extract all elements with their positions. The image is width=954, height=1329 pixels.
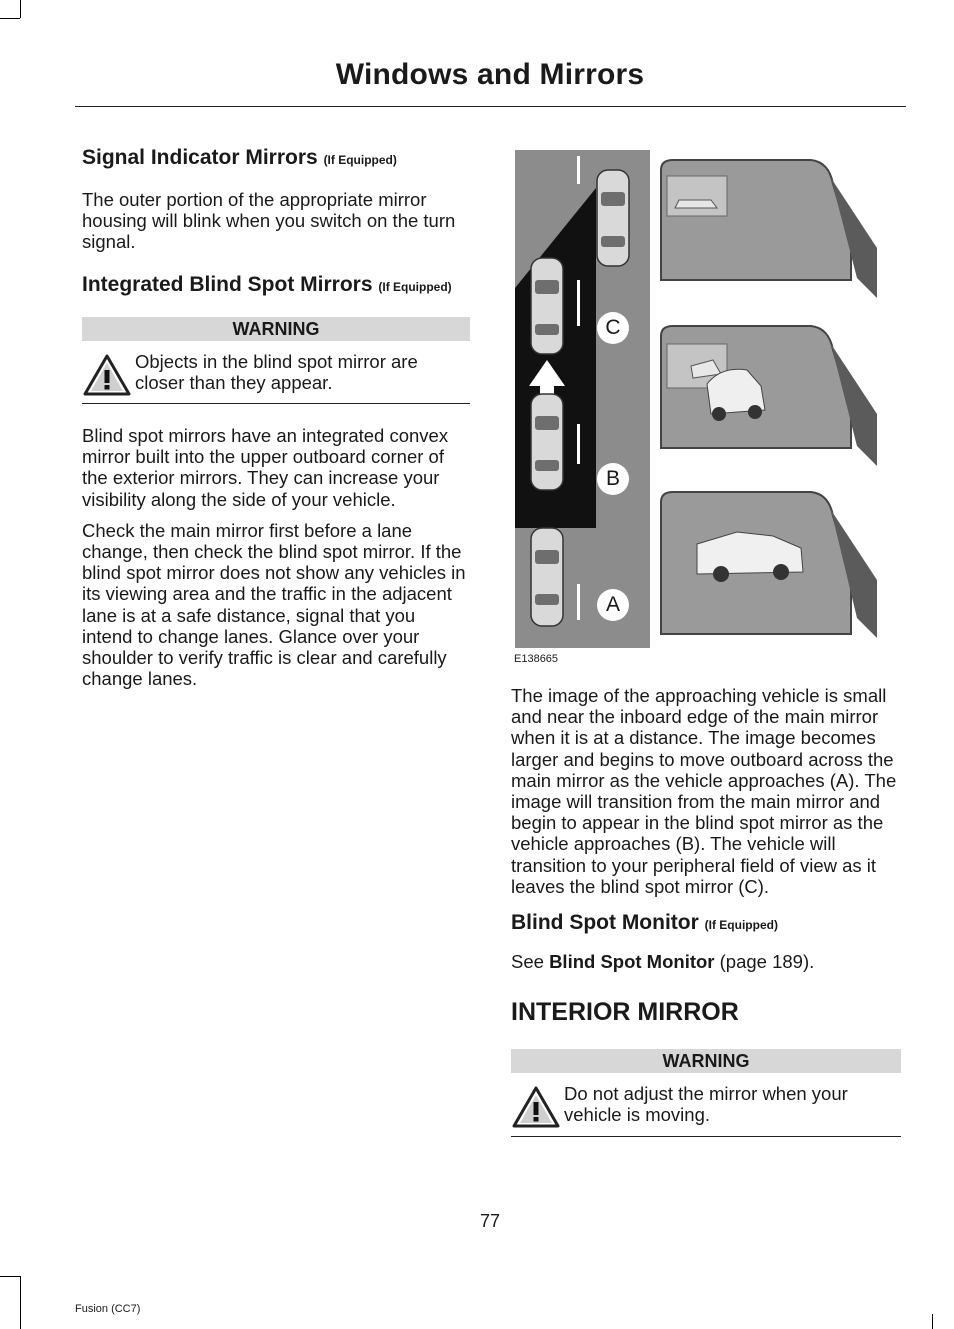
warning-body-2	[511, 1073, 901, 1136]
warning-text: Objects in the blind spot mirror are closer than they appear.	[135, 350, 418, 393]
warning-label-2: WARNING	[511, 1049, 901, 1073]
blind-heading-note: (If Equipped)	[378, 279, 452, 294]
blind-spot-monitor-link[interactable]: Blind Spot Monitor	[549, 951, 715, 973]
interior-mirror-heading: INTERIOR MIRROR	[511, 998, 739, 1027]
monitor-heading-text: Blind Spot Monitor	[511, 911, 699, 935]
see-reference	[511, 951, 901, 972]
title-divider	[75, 106, 906, 107]
label-b: B	[597, 463, 629, 495]
lane-change-instructions: Check the main mirror first before a lane change, then check the blind spot mirror. If the blind spot mirror does not show any vehicles in its viewing area and the traffic in the adjacent lane is at a safe distance, signal that you intend to change lanes. Glance over your shoulder to verify traffic is clear and carefully change lanes.	[82, 519, 466, 690]
signal-heading-note: (If Equipped)	[323, 153, 397, 167]
page-title: Windows and Mirrors	[335, 58, 645, 91]
warning-body	[82, 341, 470, 404]
warning-triangle-icon	[511, 1085, 561, 1129]
warning-box	[82, 317, 470, 404]
warning-text-2: Do not adjust the mirror when your vehicle is moving.	[564, 1083, 848, 1126]
approaching-vehicle-text: The image of the approaching vehicle is small and near the inboard edge of the main mirror when it is at a distance. The image becomes larger and begins to move outboard across the main mirror as the vehicle approaches (A). The image will transition from the main mirror and begin to appear in the blind spot mirror as the vehicle approaches (B). The vehicle will transition to your peripheral field of view as it leaves the blind spot mirror (C).	[511, 685, 897, 897]
footer-model: Fusion (CC7)	[75, 1303, 141, 1315]
monitor-heading-note: (If Equipped)	[704, 918, 778, 933]
crop-mark	[20, 1276, 21, 1329]
see-suffix: (page 189).	[719, 951, 815, 973]
blind-spot-mirrors-heading	[82, 271, 470, 301]
warning-box-2	[511, 1049, 901, 1136]
crop-mark	[932, 1314, 933, 1329]
crop-mark	[0, 18, 20, 19]
warning-triangle-icon	[82, 353, 132, 397]
right-column	[511, 148, 901, 1137]
crop-mark	[20, 0, 21, 18]
label-a: A	[597, 589, 629, 621]
blind-spot-illustration	[511, 148, 897, 648]
figure-id: E138665	[514, 653, 559, 665]
blind-spot-monitor-heading	[511, 909, 901, 939]
page-number: 77	[479, 1211, 501, 1231]
warning-label: WARNING	[82, 317, 470, 341]
see-prefix: See	[511, 951, 544, 973]
left-column	[82, 140, 470, 689]
signal-indicator-heading	[82, 144, 470, 174]
signal-indicator-text: The outer portion of the appropriate mirror housing will blink when you switch on the turn signal.	[82, 189, 456, 253]
label-c: C	[597, 312, 629, 344]
blind-spot-description: Blind spot mirrors have an integrated convex mirror built into the upper outboard corner of the exterior mirrors. They can increase your visibility along the side of your vehicle.	[82, 425, 449, 510]
blind-spot-figure	[511, 148, 897, 668]
blind-heading-text: Integrated Blind Spot Mirrors	[82, 272, 373, 296]
crop-mark	[0, 1276, 20, 1277]
signal-heading-text: Signal Indicator Mirrors	[82, 146, 318, 169]
